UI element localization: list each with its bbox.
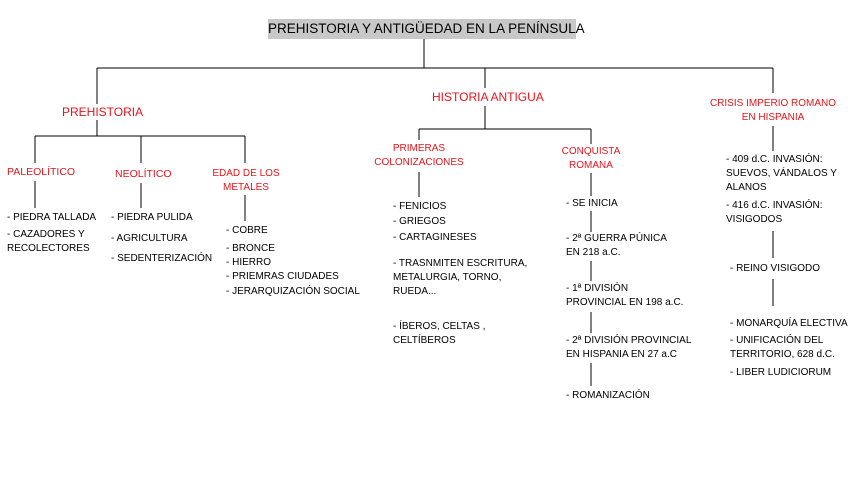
metales-heading-line1: EDAD DE LOS	[212, 168, 280, 179]
crisis-item: SUEVOS, VÁNDALOS Y	[726, 168, 837, 179]
crisis-item: TERRITORIO, 628 d.C.	[730, 349, 835, 360]
conquista-item: PROVINCIAL EN 198 a.C.	[566, 297, 684, 308]
metales-item: - PRIEMRAS CIUDADES	[226, 271, 339, 282]
metales-item: - JERARQUIZACIÓN SOCIAL	[226, 286, 360, 297]
colonizaciones-item: - FENICIOS	[393, 201, 447, 212]
conquista-item: - 2ª GUERRA PÚNICA	[566, 233, 667, 244]
neolitico-item: - SEDENTERIZACIÓN	[111, 253, 213, 264]
conquista-item: - 1ª DIVISIÓN	[566, 283, 629, 294]
conquista-heading-line2: ROMANA	[569, 160, 613, 171]
crisis-item: - REINO VISIGODO	[730, 263, 821, 274]
crisis-item: VISIGODOS	[726, 214, 783, 225]
colonizaciones-heading-line2: COLONIZACIONES	[374, 157, 464, 168]
paleolitico-item: - CAZADORES Y	[7, 229, 85, 240]
metales-item: - COBRE	[226, 225, 268, 236]
conquista-heading-line1: CONQUISTA	[561, 146, 621, 157]
paleolitico-heading: PALEOLÍTICO	[7, 166, 76, 178]
conquista-item: - ROMANIZACIÓN	[566, 390, 650, 401]
crisis-heading-line1: CRISIS IMPERIO ROMANO	[709, 98, 837, 109]
neolitico-item: - AGRICULTURA	[111, 233, 188, 244]
metales-item: - BRONCE	[226, 243, 275, 254]
diagram-title: PREHISTORIA Y ANTIGÜEDAD EN LA PENÍNSULA	[268, 19, 576, 39]
conquista-item: EN 218 a.C.	[566, 247, 621, 258]
prehistoria-heading: PREHISTORIA	[62, 105, 144, 119]
paleolitico-item: - PIEDRA TALLADA	[7, 212, 97, 223]
colonizaciones-item: - TRASNMITEN ESCRITURA,	[393, 258, 528, 269]
paleolitico-item: RECOLECTORES	[7, 243, 90, 254]
colonizaciones-item: - ÍBEROS, CELTAS ,	[393, 321, 486, 332]
conquista-item: EN HISPANIA EN 27 a.C	[566, 349, 677, 360]
crisis-item: - 409 d.C. INVASIÓN:	[726, 154, 823, 165]
crisis-item: - MONARQUÍA ELECTIVA	[730, 318, 848, 329]
colonizaciones-item: - CARTAGINESES	[393, 232, 477, 243]
crisis-item: - UNIFICACIÓN DEL	[730, 335, 824, 346]
conquista-item: - SE INICIA	[566, 198, 618, 209]
colonizaciones-item: RUEDA...	[393, 286, 437, 297]
historia-antigua-heading: HISTORIA ANTIGUA	[432, 90, 544, 104]
neolitico-heading: NEOLÍTICO	[115, 168, 172, 180]
neolitico-item: - PIEDRA PULIDA	[111, 212, 193, 223]
crisis-item: ALANOS	[726, 182, 767, 193]
colonizaciones-item: - GRIEGOS	[393, 216, 446, 227]
metales-heading-line2: METALES	[223, 182, 269, 193]
colonizaciones-item: CELTÍBEROS	[393, 335, 456, 346]
crisis-item: - LIBER LUDICIORUM	[730, 367, 832, 378]
colonizaciones-heading-line1: PRIMERAS	[392, 143, 446, 154]
metales-item: - HIERRO	[226, 257, 271, 268]
crisis-heading-line2: EN HISPANIA	[741, 112, 805, 123]
crisis-item: - 416 d.C. INVASIÓN:	[726, 200, 823, 211]
colonizaciones-item: METALURGIA, TORNO,	[393, 272, 502, 283]
conquista-item: - 2ª DIVISIÓN PROVINCIAL	[566, 335, 692, 346]
